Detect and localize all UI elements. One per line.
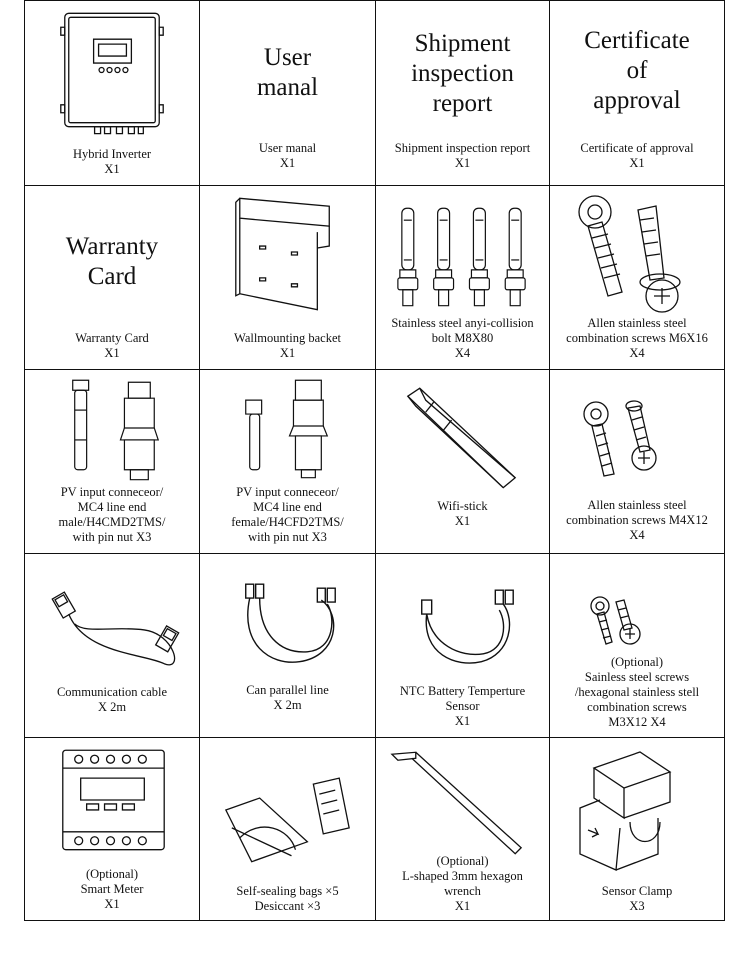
mc4-male-icon xyxy=(25,370,199,485)
item-caption: NTC Battery Temperture Sensor X1 xyxy=(399,684,526,728)
screw-m6-icon xyxy=(550,186,724,316)
bags-icon xyxy=(200,738,375,878)
item-certificate xyxy=(550,1,724,186)
item-caption: Stainless steel anyi-collision bolt M8X80 X4 xyxy=(391,316,534,360)
item-caption: Self-sealing bags ×5 Desiccant ×3 xyxy=(236,884,339,913)
item-caption: (Optional) Sainless steel screws /hexagonal stainless stell combination screws M3X12 X4 xyxy=(574,655,700,729)
document-title: Warranty Card xyxy=(65,233,159,290)
can-cable-icon xyxy=(200,554,375,679)
item-caption: Wallmounting backet X1 xyxy=(234,331,341,360)
item-can-cable xyxy=(200,554,376,738)
sensor-clamp-icon xyxy=(550,738,724,878)
inverter-icon xyxy=(25,1,199,141)
rj45-cable-icon xyxy=(25,554,199,679)
item-hex-wrench xyxy=(376,738,550,920)
wifi-stick-icon xyxy=(376,370,549,490)
item-shipment-report xyxy=(376,1,550,186)
item-caption: PV input conneceor/ MC4 line end female/H4CFD2TMS/ with pin nut X3 xyxy=(231,485,344,544)
item-caption: (Optional) L-shaped 3mm hexagon wrench X1 xyxy=(402,854,523,913)
packing-list-grid xyxy=(24,0,725,921)
item-screws-m3 xyxy=(550,554,724,738)
item-caption: Warranty Card X1 xyxy=(75,331,149,360)
screw-m4-icon xyxy=(550,370,724,490)
item-wifi-stick xyxy=(376,370,550,554)
item-caption: Wifi-stick X1 xyxy=(437,499,488,528)
item-caption: (Optional) Smart Meter X1 xyxy=(80,867,144,911)
item-bags-desiccant xyxy=(200,738,376,920)
item-warranty-card xyxy=(25,186,200,370)
item-expansion-bolts xyxy=(376,186,550,370)
screw-m3-icon xyxy=(550,554,724,654)
smart-meter-icon xyxy=(25,738,199,853)
item-sensor-clamp xyxy=(550,738,724,920)
item-mc4-female xyxy=(200,370,376,554)
item-screws-m6 xyxy=(550,186,724,370)
item-hybrid-inverter xyxy=(25,1,200,186)
ntc-sensor-icon xyxy=(376,554,549,679)
bracket-icon xyxy=(200,186,375,321)
item-caption: Communication cable X 2m xyxy=(56,685,168,714)
item-caption: Allen stainless steel combination screws M6X16 X4 xyxy=(566,316,708,360)
item-caption: Allen stainless steel combination screws M4X12 X4 xyxy=(566,498,708,542)
item-caption: Hybrid Inverter X1 xyxy=(72,147,152,176)
document-title: Shipment inspection report xyxy=(411,30,514,117)
item-caption: User manal X1 xyxy=(258,141,317,170)
expansion-bolt-icon xyxy=(376,186,549,316)
document-title: User manal xyxy=(256,44,319,101)
item-caption: Sensor Clamp X3 xyxy=(601,884,673,913)
hex-wrench-icon xyxy=(376,738,549,863)
item-caption: PV input conneceor/ MC4 line end male/H4CMD2TMS/ with pin nut X3 xyxy=(58,485,166,544)
mc4-female-icon xyxy=(200,370,375,480)
item-caption: Can parallel line X 2m xyxy=(246,683,329,712)
item-caption: Certificate of approval X1 xyxy=(580,141,694,170)
item-ntc-sensor xyxy=(376,554,550,738)
item-mc4-male xyxy=(25,370,200,554)
item-caption: Shipment inspection report X1 xyxy=(394,141,531,170)
item-user-manual xyxy=(200,1,376,186)
item-smart-meter xyxy=(25,738,200,920)
item-screws-m4 xyxy=(550,370,724,554)
item-communication-cable xyxy=(25,554,200,738)
document-title: Certificate of approval xyxy=(584,27,690,114)
item-wall-bracket xyxy=(200,186,376,370)
